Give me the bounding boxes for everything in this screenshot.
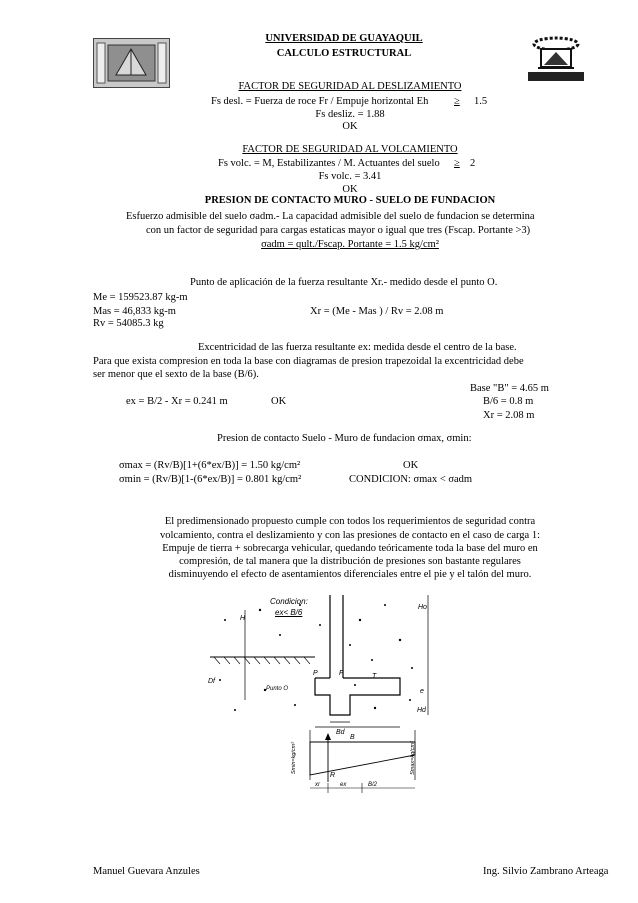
diagram-e-label: e [420,688,424,695]
math-emblem-icon [94,39,169,87]
university-logo-left [93,38,170,88]
diagram-hd-label: Hd [417,707,426,714]
diagram-smin-label: Smin=kg/cm² [291,741,298,775]
university-logo-right [516,32,596,92]
eccentricity-line-1: Para que exista compresion en toda la base con diagramas de presion trapezoidal la excentricidad debe [93,356,524,367]
sliding-title: FACTOR DE SEGURIDAD AL DESLIZAMIENTO [238,81,462,92]
ex-ok-status: OK [271,396,287,407]
footer-author: Manuel Guevara Anzules [93,866,200,877]
overturning-status: OK [342,184,358,195]
ex-value: ex = B/2 - Xr = 0.241 m [126,396,228,407]
pressure-line-1: Esfuerzo admisible del suelo σadm.- La capacidad admisible del suelo de fundacion se determina [126,211,535,222]
diagram-ho-label: Ho [418,604,427,611]
eccentricity-title: Excentricidad de las fuerza resultante ex: medida desde el centro de la base. [198,342,517,353]
overturning-result: Fs volc. = 3.41 [318,171,382,182]
diagram-t-label: T [372,673,377,680]
course-title: CALCULO ESTRUCTURAL [276,48,412,59]
sliding-formula: Fs desl. = Fuerza de roce Fr / Empuje horizontal Eh [211,96,429,107]
diagram-punto-o-label: Punto O [266,686,289,692]
base-value: Base "B" = 4.65 m [470,383,549,394]
diagram-xr-label: xr [315,782,320,788]
conclusion-line-5: disminuyendo el efecto de asentamientos diferenciales entre el pie y el talón del muro. [168,569,532,580]
seal-icon [516,32,596,92]
footer-professor: Ing. Silvio Zambrano Arteaga [483,866,609,877]
conclusion-line-3: Empuje de tierra + sobrecarga vehicular, quedando teóricamente toda la base del muro en [162,543,538,554]
diagram-condition-label: Condicion: [270,597,308,606]
sliding-status: OK [342,121,358,132]
diagram-p-label: P [313,670,318,677]
me-value: Me = 159523.87 kg-m [93,292,188,303]
retaining-wall-diagram [200,590,435,800]
pressure-line-2: con un factor de seguridad para cargas estaticas mayor o igual que tres (Fscap. Portante >3) [146,225,531,236]
conclusion-line-4: compresión, de tal manera que la distribución de presiones son bastante regulares [179,556,521,567]
rv-value: Rv = 54085.3 kg [93,318,164,329]
diagram-bd-label: Bd [336,729,345,736]
overturning-limit: 2 [470,158,476,169]
sliding-ge-symbol: ≥ [454,96,460,107]
mas-value: Mas = 46,833 kg-m [93,306,176,317]
pressure-title: PRESION DE CONTACTO MURO - SUELO DE FUNDACION [204,195,496,206]
diagram-condition-value: ex< B/6 [275,608,303,617]
sliding-limit: 1.5 [474,96,488,107]
contact-ok-status: OK [403,460,419,471]
sliding-result: Fs desliz. = 1.88 [315,109,385,120]
application-point-title: Punto de aplicación de la fuerza resultante Xr.- medido desde el punto O. [190,277,498,288]
diagram-f-label: F [339,670,344,677]
conclusion-line-1: El predimensionado propuesto cumple con todos los requerimientos de seguridad contra [164,516,536,527]
overturning-formula: Fs volc. = M, Estabilizantes / M. Actuantes del suelo [218,158,440,169]
xr-value: Xr = 2.08 m [483,410,535,421]
overturning-ge-symbol: ≥ [454,158,460,169]
b6-value: B/6 = 0.8 m [483,396,534,407]
diagram-b-label: B [350,734,355,741]
contact-condition: CONDICION: σmax < σadm [349,474,473,485]
diagram-r-label: R [330,772,336,779]
xr-formula: Xr = (Me - Mas ) / Rv = 2.08 m [310,306,444,317]
conclusion-line-2: volcamiento, contra el deslizamiento y con las presiones de contacto en el caso de carga 1: [160,530,540,541]
diagram-smax-label: Smax=kg/cm² [409,741,416,775]
eccentricity-line-2: ser menor que el sexto de la base (B/6). [93,369,259,380]
diagram-b2-label: B/2 [368,782,378,788]
sigma-adm-formula: σadm = qult./Fscap. Portante = 1.5 kg/cm² [261,239,439,250]
diagram-ex-label: ex [340,782,347,788]
diagram-h-label: H [240,615,246,622]
diagram-df-label: Df [208,678,215,685]
overturning-title: FACTOR DE SEGURIDAD AL VOLCAMIENTO [242,144,458,155]
sigma-max-value: σmax = (Rv/B)[1+(6*ex/B)] = 1.50 kg/cm² [119,460,301,471]
sigma-min-value: σmin = (Rv/B)[1-(6*ex/B)] = 0.801 kg/cm² [119,474,302,485]
contact-title: Presion de contacto Suelo - Muro de fundacion σmax, σmin: [217,433,472,444]
university-title: UNIVERSIDAD DE GUAYAQUIL [265,33,423,44]
